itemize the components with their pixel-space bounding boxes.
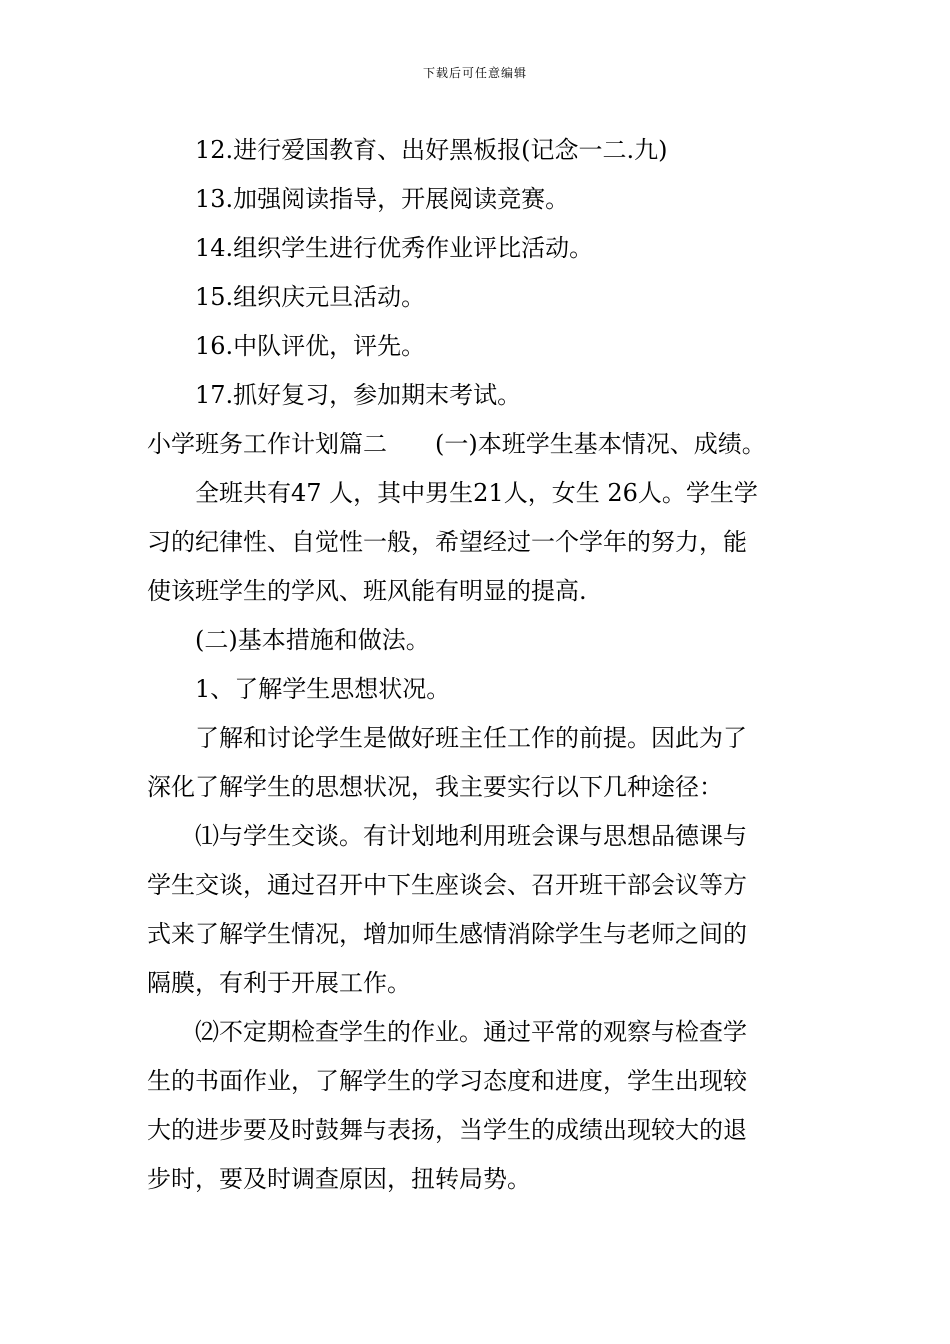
para2-line-2: 深化了解学生的思想状况，我主要实行以下几种途径：	[147, 773, 723, 801]
list-item-17: 17.抓好复习，参加期末考试。	[195, 381, 522, 409]
para2-line-1: 了解和讨论学生是做好班主任工作的前提。因此为了	[195, 724, 747, 752]
para4-line-4: 步时，要及时调查原因，扭转局势。	[147, 1165, 531, 1193]
item1-heading: 1、了解学生思想状况。	[195, 675, 451, 703]
para3-line-4: 隔膜，有利于开展工作。	[147, 969, 411, 997]
list-item-12: 12.进行爱国教育、出好黑板报(记念一二.九)	[195, 136, 668, 164]
para1-line-3: 使该班学生的学风、班风能有明显的提高.	[147, 577, 587, 605]
para3-line-1: ⑴与学生交谈。有计划地利用班会课与思想品德课与	[195, 822, 747, 850]
section-title: 小学班务工作计划篇二	[147, 430, 387, 458]
para4-line-1: ⑵不定期检查学生的作业。通过平常的观察与检查学	[195, 1018, 747, 1046]
para4-line-2: 生的书面作业，了解学生的学习态度和进度，学生出现较	[147, 1067, 747, 1095]
page-header: 下载后可任意编辑	[422, 66, 527, 80]
para4-line-3: 大的进步要及时鼓舞与表扬，当学生的成绩出现较大的退	[147, 1116, 747, 1144]
para3-line-2: 学生交谈，通过召开中下生座谈会、召开班干部会议等方	[147, 871, 747, 899]
para3-line-3: 式来了解学生情况，增加师生感情消除学生与老师之间的	[147, 920, 747, 948]
list-item-13: 13.加强阅读指导，开展阅读竞赛。	[195, 185, 570, 213]
section-title-line	[147, 420, 807, 469]
list-item-14: 14.组织学生进行优秀作业评比活动。	[195, 234, 594, 262]
section2-heading: (二)基本措施和做法。	[195, 626, 430, 654]
list-item-16: 16.中队评优，评先。	[195, 332, 426, 360]
list-item-15: 15.组织庆元旦活动。	[195, 283, 426, 311]
document-body	[147, 126, 807, 1204]
section1-heading: (一)本班学生基本情况、成绩。	[435, 430, 766, 458]
para1-line-1: 全班共有47 人，其中男生21人，女生 26人。学生学	[195, 479, 758, 507]
para1-line-2: 习的纪律性、自觉性一般，希望经过一个学年的努力，能	[147, 528, 747, 556]
